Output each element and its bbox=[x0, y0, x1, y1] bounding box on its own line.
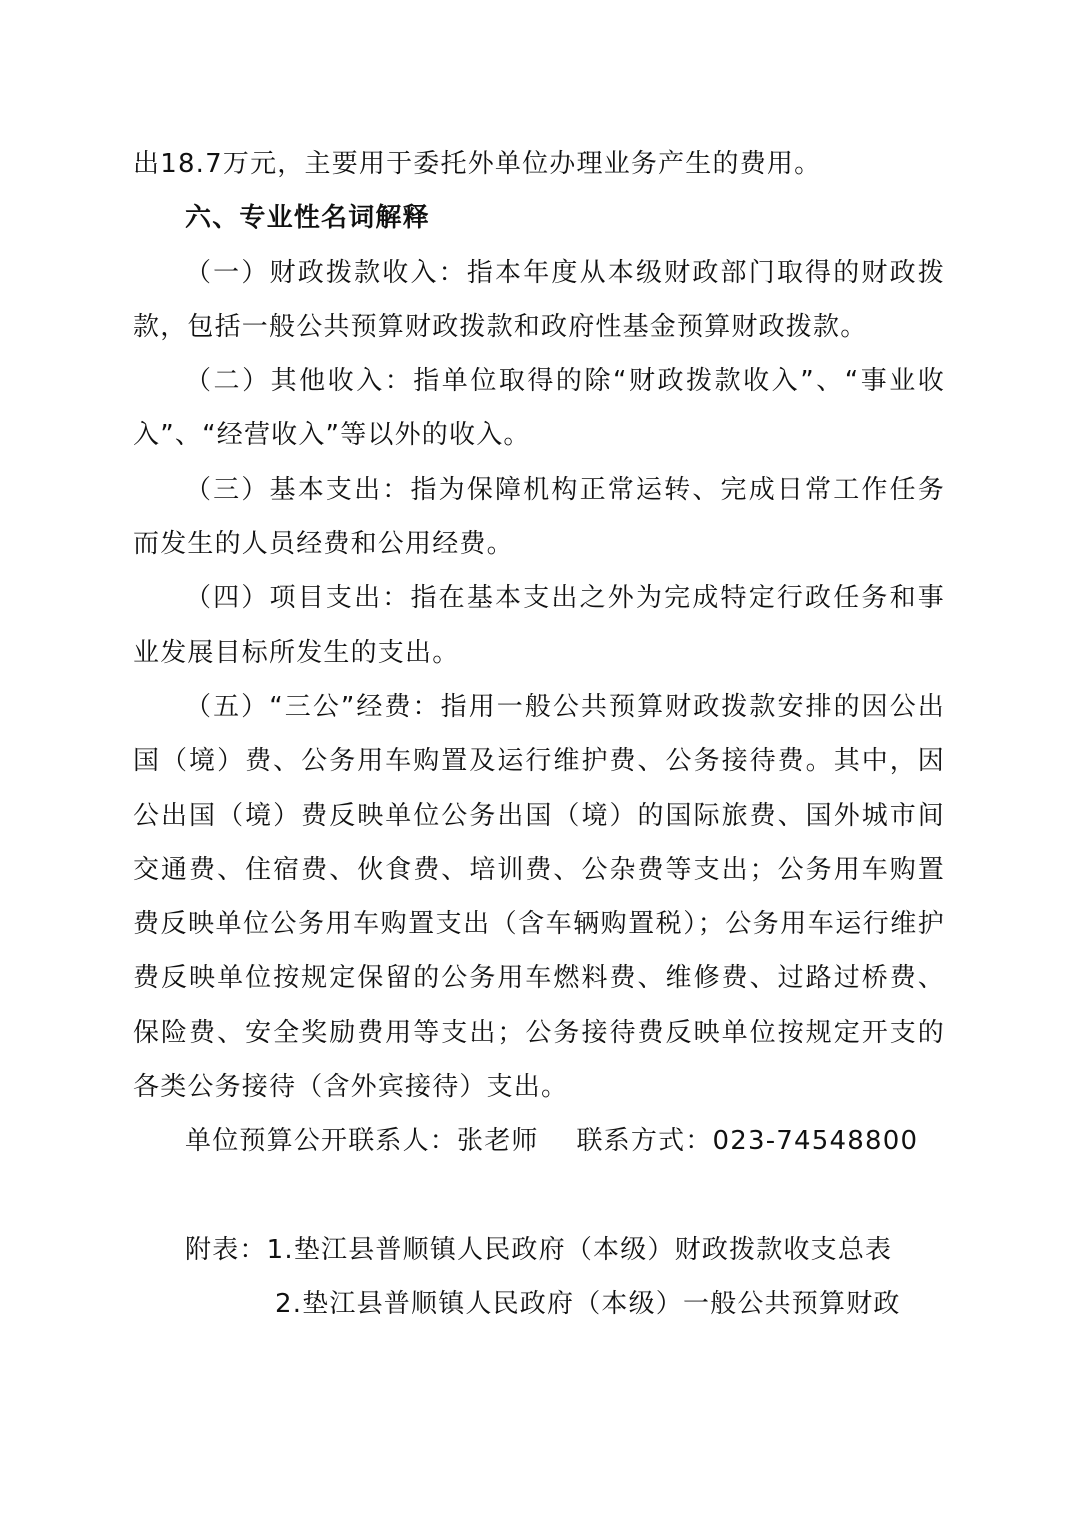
definition-paragraph-2: （二）其他收入：指单位取得的除“财政拨款收入”、“事业收入”、“经营收入”等以外的收入。 bbox=[133, 366, 945, 451]
attachment-item-1: 1.垫江县普顺镇人民政府（本级）财政拨款收支总表 bbox=[266, 1234, 893, 1265]
document-body bbox=[133, 137, 945, 1331]
continuation-paragraph: 出18.7万元，主要用于委托外单位办理业务产生的费用。 bbox=[133, 149, 822, 179]
definition-paragraph-5: （五）“三公”经费：指用一般公共预算财政拨款安排的因公出国（境）费、公务用车购置及运行维护费、公务接待费。其中，因公出国（境）费反映单位公务出国（境）的国际旅费、国外城市间交通费、住宿费、伙食费、培训费、公杂费等支出；公务用车购置费反映单位公务用车购置支出（含车辆购置税）；公务用车运行维护费反映单位按规定保留的公务用车燃料费、维修费、过路过桥费、保险费、安全奖励费用等支出；公务接待费反映单位按规定开支的各类公务接待（含外宾接待）支出。 bbox=[133, 691, 945, 1103]
contact-person: 单位预算公开联系人：张老师 bbox=[185, 1126, 539, 1157]
contact-line bbox=[133, 1114, 945, 1168]
contact-phone: 联系方式：023-74548800 bbox=[576, 1126, 919, 1157]
attachment-item-2: 2.垫江县普顺镇人民政府（本级）一般公共预算财政 bbox=[275, 1288, 901, 1319]
attachment-line-1 bbox=[133, 1223, 945, 1277]
attachment-line-2 bbox=[133, 1277, 945, 1331]
attachment-label: 附表： bbox=[185, 1234, 267, 1265]
definition-paragraph-1: （一）财政拨款收入：指本年度从本级财政部门取得的财政拨款，包括一般公共预算财政拨款和政府性基金预算财政拨款。 bbox=[133, 257, 945, 342]
blank-line bbox=[133, 1169, 945, 1223]
definition-paragraph-4: （四）项目支出：指在基本支出之外为完成特定行政任务和事业发展目标所发生的支出。 bbox=[133, 583, 945, 668]
definition-paragraph-3: （三）基本支出：指为保障机构正常运转、完成日常工作任务而发生的人员经费和公用经费。 bbox=[133, 474, 945, 560]
section-heading: 六、专业性名词解释 bbox=[185, 203, 430, 234]
